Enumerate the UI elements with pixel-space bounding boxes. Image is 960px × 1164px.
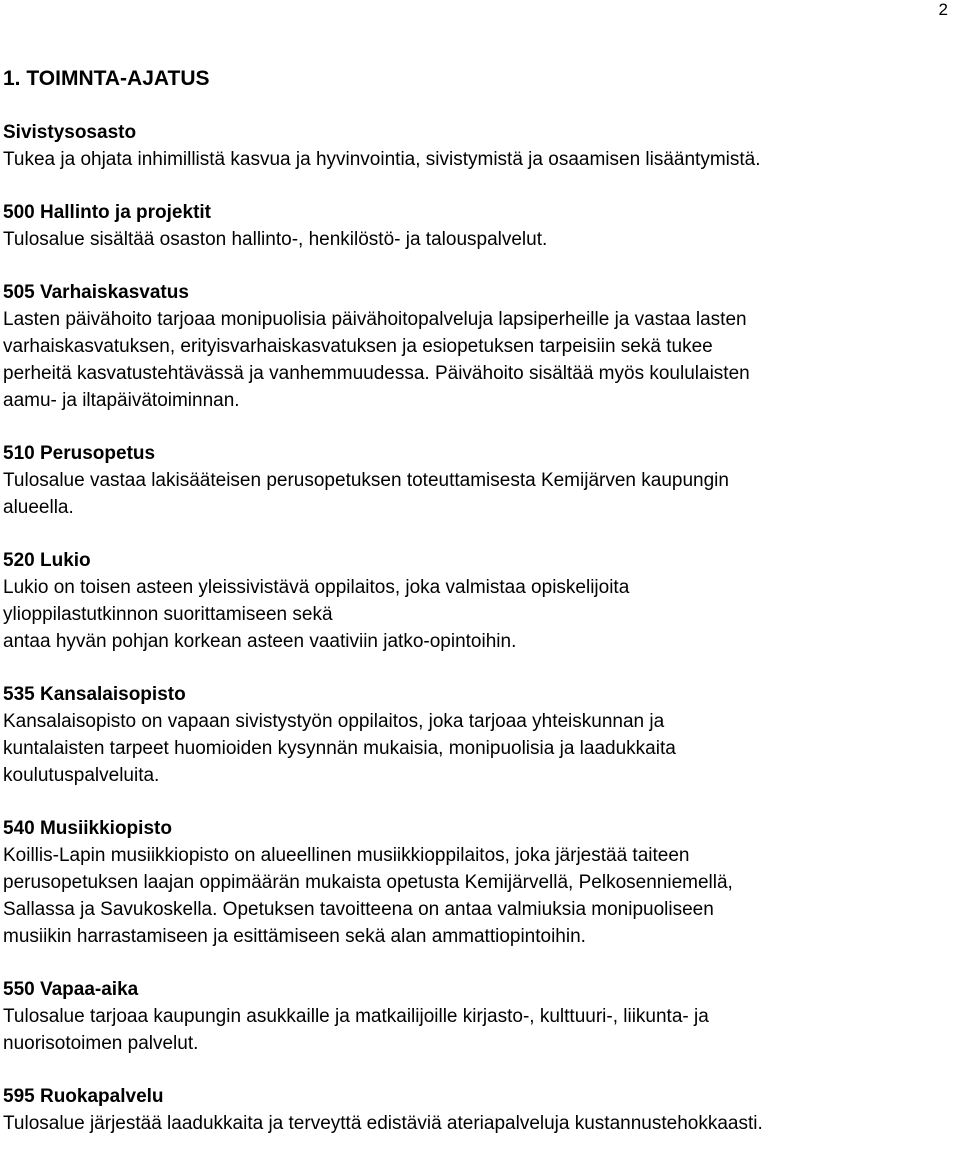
body-line: Kansalaisopisto on vapaan sivistystyön oppilaitos, joka tarjoaa yhteiskunnan ja <box>3 711 665 732</box>
body-line: Koillis-Lapin musiikkiopisto on alueellinen musiikkioppilaitos, joka järjestää taiteen <box>3 845 690 866</box>
section-musiikkiopisto <box>3 816 958 950</box>
section-title: Sivistysosasto <box>3 122 137 143</box>
page-number: 2 <box>938 0 948 19</box>
section-title: 535 Kansalaisopisto <box>3 684 186 705</box>
section-body <box>3 574 958 655</box>
body-line: Lukio on toisen asteen yleissivistävä oppilaitos, joka valmistaa opiskelijoita <box>3 577 630 598</box>
body-line: Tukea ja ohjata inhimillistä kasvua ja hyvinvointia, sivistymistä ja osaamisen lisääntymistä. <box>3 149 761 170</box>
body-line: alueella. <box>3 497 74 518</box>
section-sivistysosasto <box>3 120 958 173</box>
body-line: perheitä kasvatustehtävässä ja vanhemmuudessa. Päivähoito sisältää myös koululaisten <box>3 363 750 384</box>
section-body <box>3 467 958 521</box>
section-hallinto <box>3 200 958 253</box>
body-line: Tulosalue vastaa lakisääteisen perusopetuksen toteuttamisesta Kemijärven kaupungin <box>3 470 729 491</box>
section-title: 595 Ruokapalvelu <box>3 1086 164 1107</box>
body-line: aamu- ja iltapäivätoiminnan. <box>3 390 240 411</box>
body-line: Tulosalue tarjoaa kaupungin asukkaille ja matkailijoille kirjasto-, kulttuuri-, liikunta- ja <box>3 1006 709 1027</box>
section-ruokapalvelu <box>3 1084 958 1137</box>
section-body <box>3 306 958 414</box>
page-title: 1. TOIMNTA-AJATUS <box>3 67 210 90</box>
section-title: 505 Varhaiskasvatus <box>3 282 189 303</box>
body-line: ylioppilastutkinnon suorittamiseen sekä <box>3 604 333 625</box>
section-title: 520 Lukio <box>3 550 91 571</box>
section-title: 510 Perusopetus <box>3 443 156 464</box>
section-lukio <box>3 548 958 655</box>
body-line: Tulosalue sisältää osaston hallinto-, henkilöstö- ja talouspalvelut. <box>3 229 548 250</box>
section-kansalaisopisto <box>3 682 958 789</box>
section-varhaiskasvatus <box>3 280 958 414</box>
body-line: antaa hyvän pohjan korkean asteen vaativiin jatko-opintoihin. <box>3 631 517 652</box>
section-vapaa-aika <box>3 977 958 1057</box>
section-body <box>3 1003 958 1057</box>
body-line: koulutuspalveluita. <box>3 765 160 786</box>
body-line: perusopetuksen laajan oppimäärän mukaista opetusta Kemijärvellä, Pelkosenniemellä, <box>3 872 733 893</box>
section-body <box>3 1110 958 1137</box>
body-line: Sallassa ja Savukoskella. Opetuksen tavoitteena on antaa valmiuksia monipuoliseen <box>3 899 714 920</box>
body-line: nuorisotoimen palvelut. <box>3 1033 199 1054</box>
body-line: musiikin harrastamiseen ja esittämiseen sekä alan ammattiopintoihin. <box>3 926 586 947</box>
section-perusopetus <box>3 441 958 521</box>
section-title: 550 Vapaa-aika <box>3 979 139 1000</box>
body-line: Tulosalue järjestää laadukkaita ja terveyttä edistäviä ateriapalveluja kustannustehokkaasti. <box>3 1113 763 1134</box>
section-title: 540 Musiikkiopisto <box>3 818 172 839</box>
section-title: 500 Hallinto ja projektit <box>3 202 211 223</box>
body-line: varhaiskasvatuksen, erityisvarhaiskasvatuksen ja esiopetuksen tarpeisiin sekä tukee <box>3 336 713 357</box>
body-line: kuntalaisten tarpeet huomioiden kysynnän mukaisia, monipuolisia ja laadukkaita <box>3 738 676 759</box>
section-body <box>3 146 958 173</box>
section-body <box>3 842 958 950</box>
section-body <box>3 708 958 789</box>
body-line: Lasten päivähoito tarjoaa monipuolisia päivähoitopalveluja lapsiperheille ja vastaa lasten <box>3 309 747 330</box>
sections-container <box>3 120 958 1164</box>
section-body <box>3 226 958 253</box>
